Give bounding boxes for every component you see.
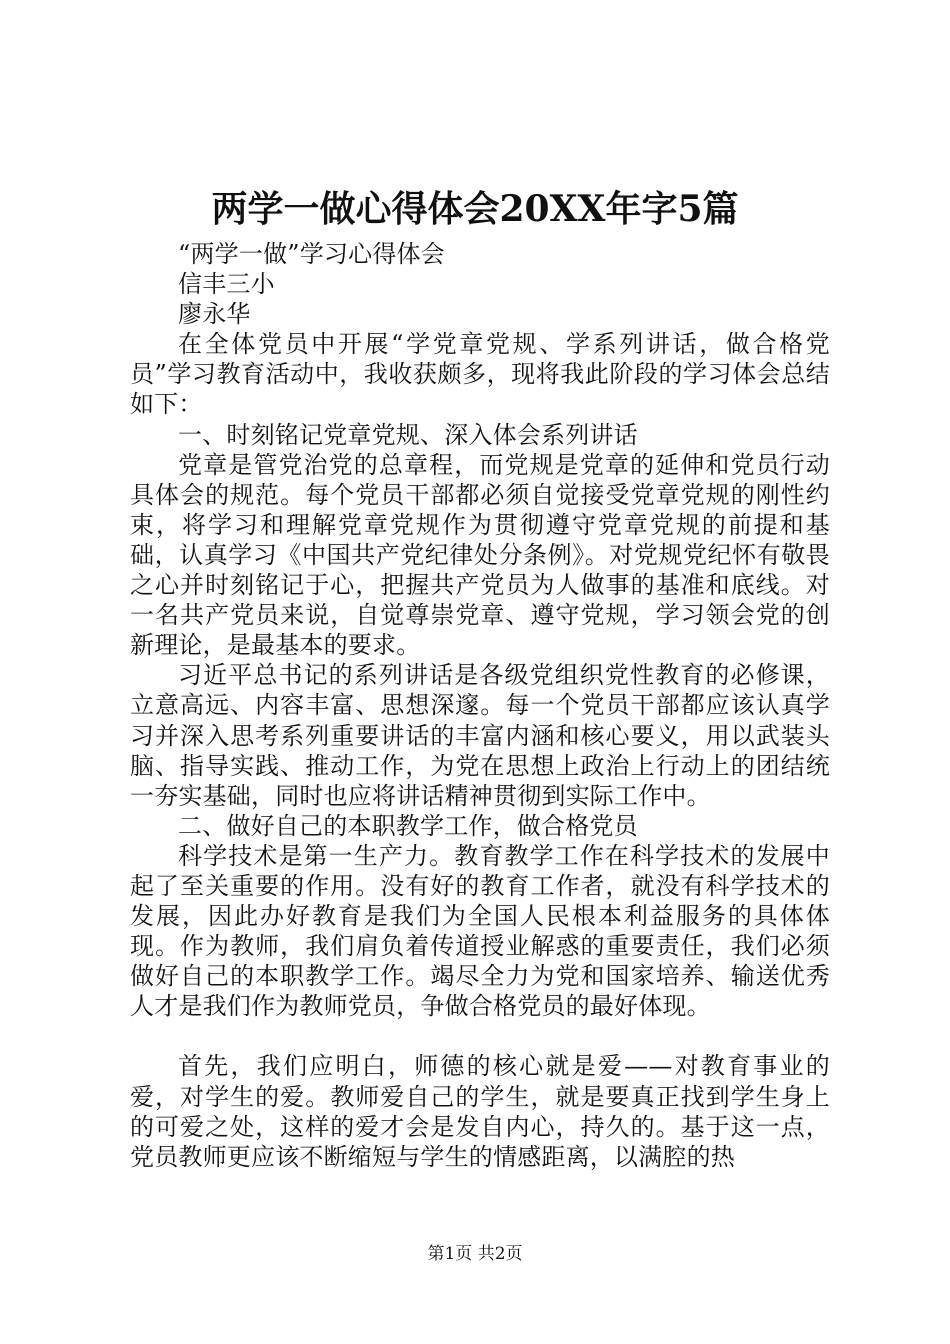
body-paragraph: 习近平总书记的系列讲话是各级党组织党性教育的必修课，立意高远、内容丰富、思想深邃。每一个党员干部都应该认真学习并深入思考系列重要讲话的丰富内涵和核心要义，用以武装头脑、指导实践、推动工作，为党在思想上政治上行动上的团结统一夯实基础，同时也应将讲话精神贯彻到实际工作中。 [130,661,830,810]
page-number-footer: 第1页 共2页 [427,1244,523,1264]
body-paragraph: 首先，我们应明白，师德的核心就是爱——对教育事业的爱，对学生的爱。教师爱自己的学生，就是要真正找到学生身上的可爱之处，这样的爱才会是发自内心，持久的。基于这一点，党员教师更应该不断缩短与学生的情感距离，以满腔的热 [130,1052,830,1171]
section-heading-2: 二、做好自己的本职教学工作，做合格党员 [178,811,638,840]
school-name-paragraph: 信丰三小 [178,270,275,299]
body-paragraph: 科学技术是第一生产力。教育教学工作在科学技术的发展中起了至关重要的作用。没有好的教育工作者，就没有科学技术的发展，因此办好教育是我们为全国人民根本利益服务的具体体现。作为教师，我们肩负着传道授业解惑的重要责任，我们必须做好自己的本职教学工作。竭尽全力为党和国家培养、输送优秀人才是我们作为教师党员，争做合格党员的最好体现。 [130,841,830,1021]
body-paragraph: 党章是管党治党的总章程，而党规是党章的延伸和党员行动具体会的规范。每个党员干部都必须自觉接受党章党规的刚性约束，将学习和理解党章党规作为贯彻遵守党章党规的前提和基础，认真学习《中国共产党纪律处分条例》。对党规党纪怀有敬畏之心并时刻铭记于心，把握共产党员为人做事的基准和底线。对一名共产党员来说，自觉尊崇党章、遵守党规，学习领会党的创新理论，是最基本的要求。 [130,450,830,660]
author-name-paragraph: 廖永华 [178,300,251,329]
document-title: 两学一做心得体会20XX年字5篇 [211,188,739,230]
body-paragraph: 在全体党员中开展“学党章党规、学系列讲话，做合格党员”学习教育活动中，我收获颇多，现将我此阶段的学习体会总结如下： [130,330,830,419]
subtitle-paragraph: “两学一做”学习心得体会 [178,240,445,268]
document-body [130,239,830,1172]
section-heading-1: 一、时刻铭记党章党规、深入体会系列讲话 [178,420,638,449]
